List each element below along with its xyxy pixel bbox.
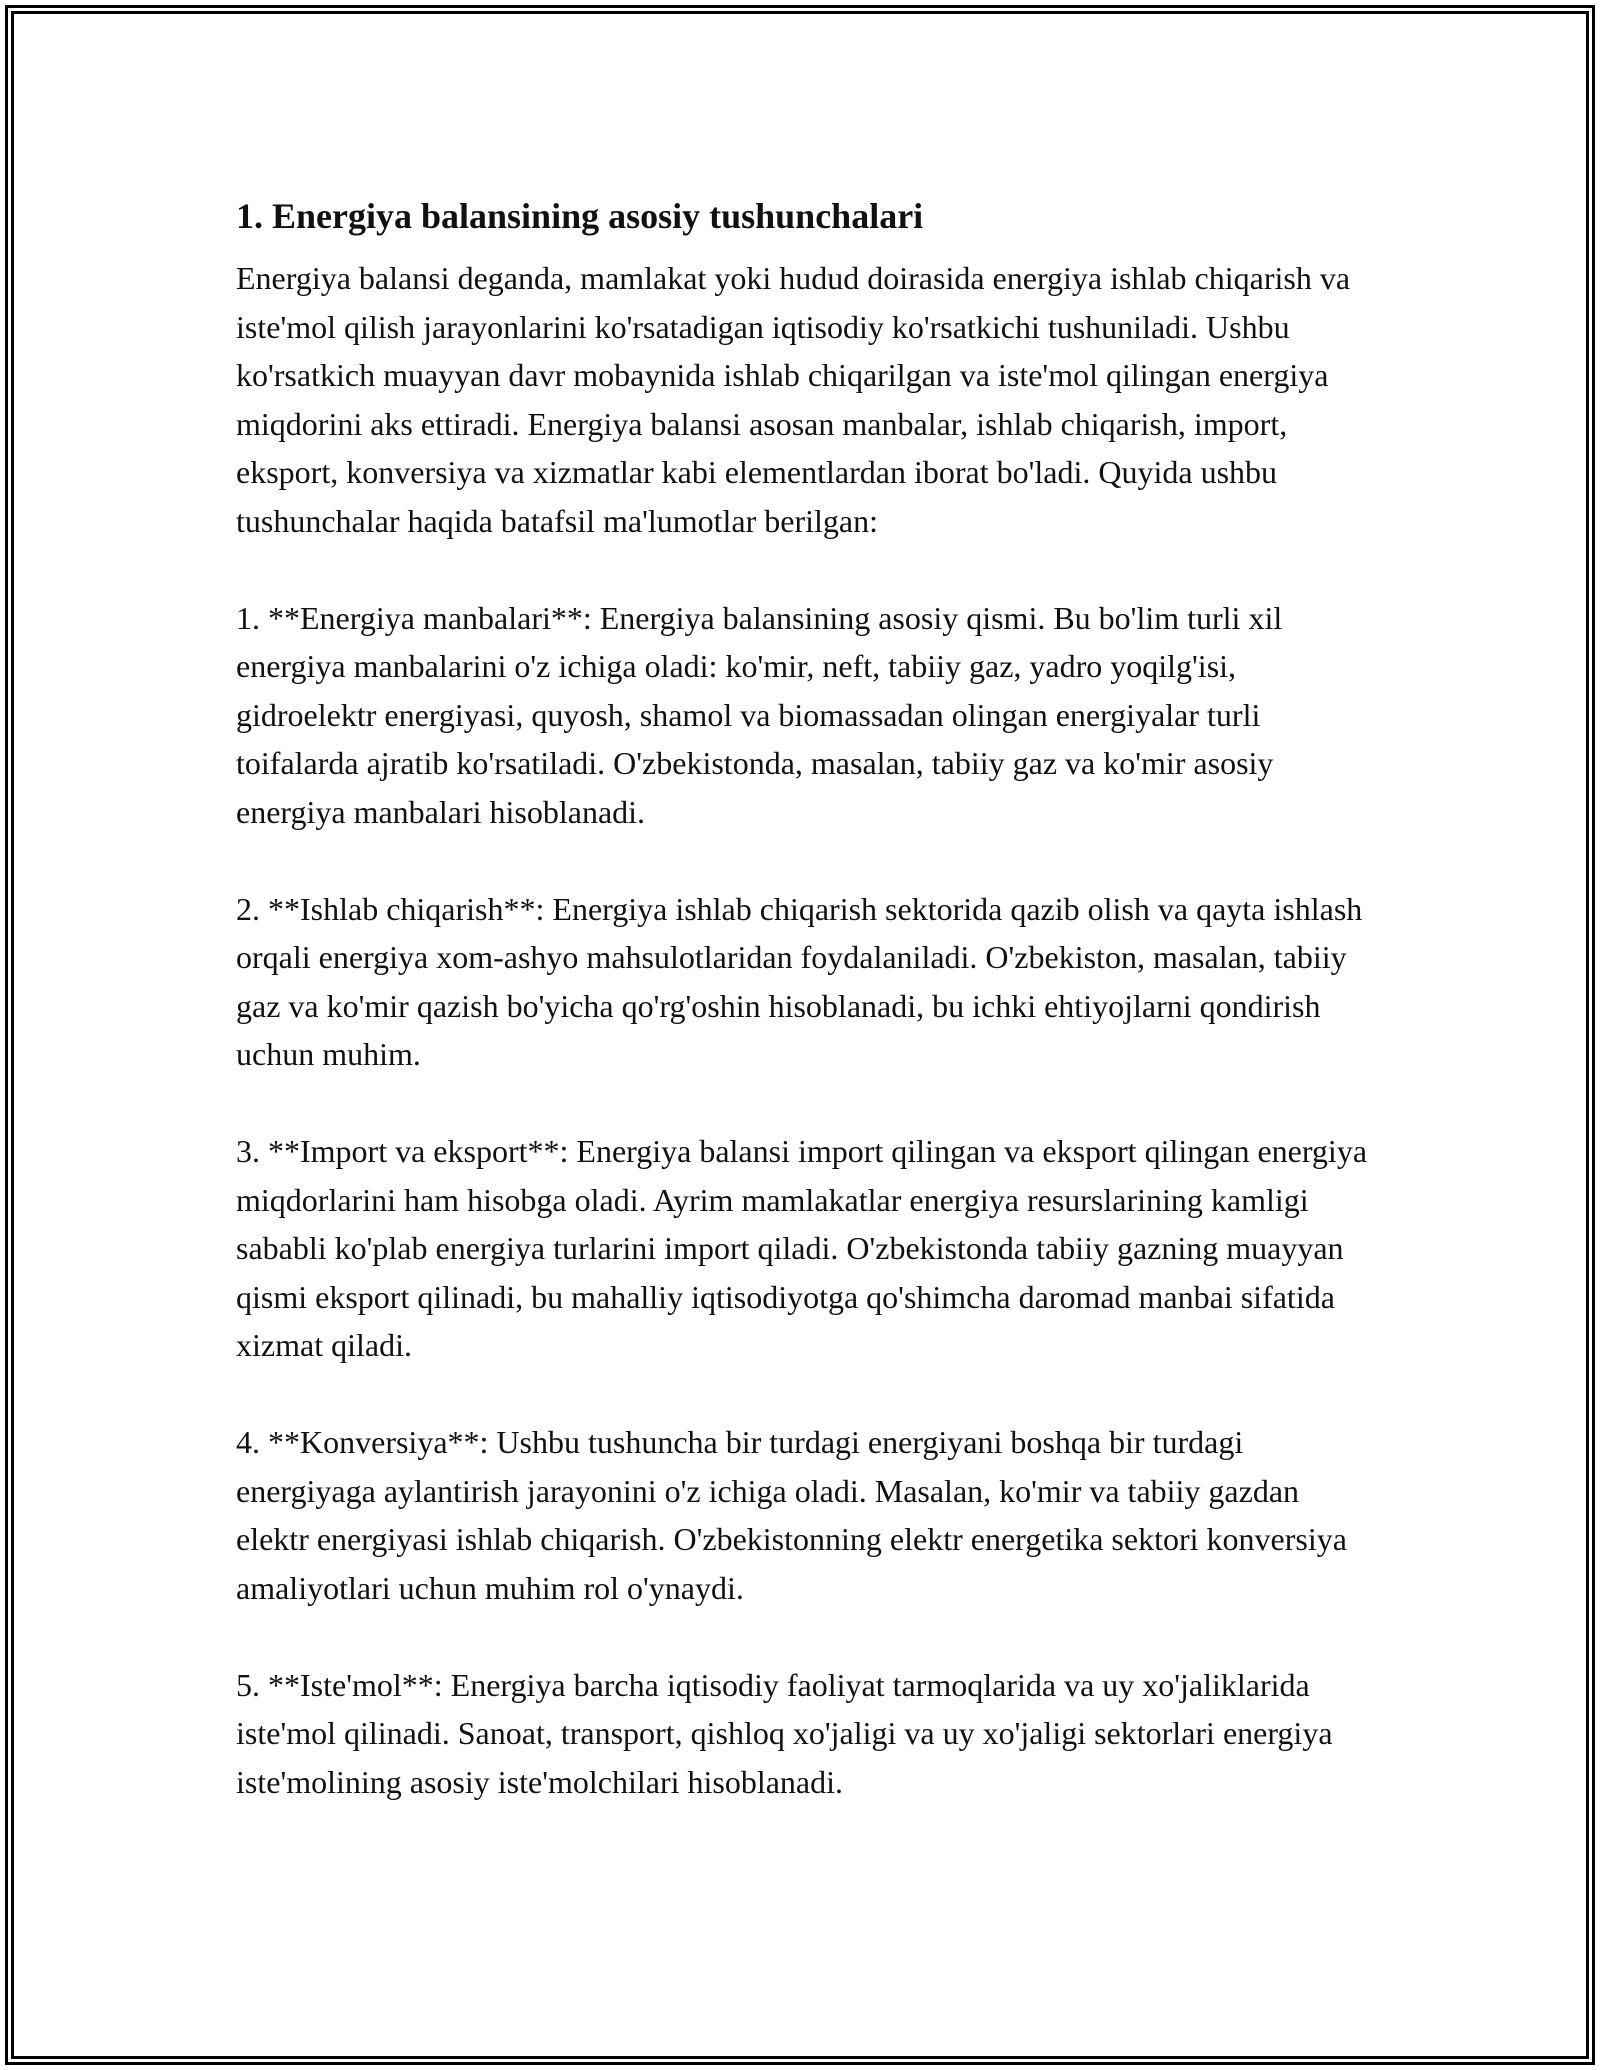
paragraph-import-export: 3. **Import va eksport**: Energiya balansi import qilingan va eksport qilingan energiya miqdorlarini ham hisobga oladi. Ayrim mamlakatlar energiya resurslarining kamligi sababli ko'plab energiya turlarini import qiladi. O'zbekistonda tabiiy gazning muayyan qismi eksport qilinadi, bu mahalliy iqtisodiyotga qo'shimcha daromad manbai sifatida xizmat qiladi.	[236, 1133, 1368, 1363]
intro-paragraph: Energiya balansi deganda, mamlakat yoki hudud doirasida energiya ishlab chiqarish va iste'mol qilish jarayonlarini ko'rsatadigan iqtisodiy ko'rsatkichi tushuniladi. Ushbu ko'rsatkich muayyan davr mobaynida ishlab chiqarilgan va iste'mol qilingan energiya miqdorini aks ettiradi. Energiya balansi asosan manbalar, ishlab chiqarish, import, eksport, konversiya va xizmatlar kabi elementlardan iborat bo'ladi. Quyida ushbu tushunchalar haqida batafsil ma'lumotlar berilgan:	[236, 260, 1351, 539]
section-heading: 1. Energiya balansining asosiy tushunchalari	[236, 196, 924, 236]
paragraph-conversion: 4. **Konversiya**: Ushbu tushuncha bir turdagi energiyani boshqa bir turdagi energiyaga aylantirish jarayonini o'z ichiga oladi. Masalan, ko'mir va tabiiy gazdan elektr energiyasi ishlab chiqarish. O'zbekistonning elektr energetika sektori konversiya amaliyotlari uchun muhim rol o'ynaydi.	[236, 1424, 1347, 1606]
paragraph-production: 2. **Ishlab chiqarish**: Energiya ishlab chiqarish sektorida qazib olish va qayta ishlash orqali energiya xom-ashyo mahsulotlaridan foydalaniladi. O'zbekiston, masalan, tabiiy gaz va ko'mir qazish bo'yicha qo'rg'oshin hisoblanadi, bu ichki ehtiyojlarni qondirish uchun muhim.	[236, 890, 1363, 1072]
paragraph-energy-sources: 1. **Energiya manbalari**: Energiya balansining asosiy qismi. Bu bo'lim turli xil energiya manbalarini o'z ichiga oladi: ko'mir, neft, tabiiy gaz, yadro yoqilg'isi, gidroelektr energiyasi, quyosh, shamol va biomassadan olingan energiyalar turli toifalarda ajratib ko'rsatiladi. O'zbekistonda, masalan, tabiiy gaz va ko'mir asosiy energiya manbalari hisoblanadi.	[236, 599, 1283, 830]
paragraph-consumption: 5. **Iste'mol**: Energiya barcha iqtisodiy faoliyat tarmoqlarida va uy xo'jaliklarida iste'mol qilinadi. Sanoat, transport, qishloq xo'jaligi va uy xo'jaligi sektorlari energiya iste'molining asosiy iste'molchilari hisoblanadi.	[236, 1666, 1333, 1800]
document-body	[236, 186, 1376, 1806]
